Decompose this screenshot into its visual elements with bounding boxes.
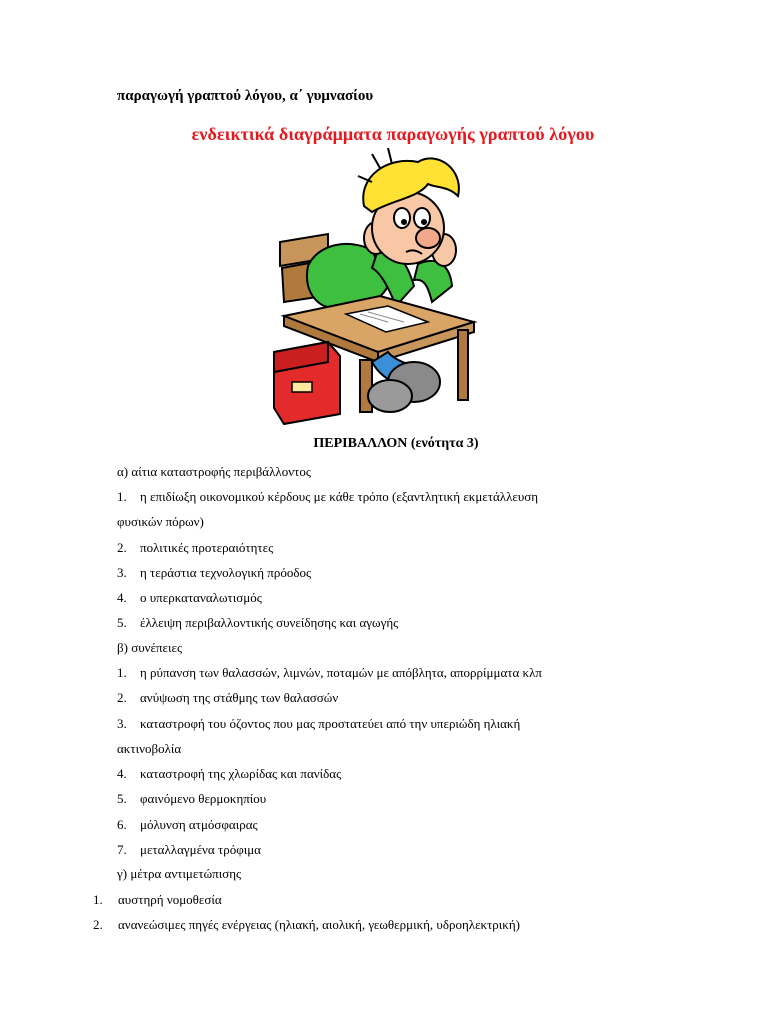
section-a-heading: α) αίτια καταστροφής περιβάλλοντος (117, 464, 311, 479)
list-item (117, 766, 341, 782)
item-text: ο υπερκαταναλωτισμός (140, 590, 262, 605)
item-text: πολιτικές προτεραιότητες (140, 540, 274, 555)
list-item (117, 489, 538, 505)
item-text: η τεράστια τεχνολογική πρόοδος (140, 565, 312, 580)
section-c-heading: γ) μέτρα αντιμετώπισης (117, 866, 242, 881)
item-number: 2. (93, 917, 103, 932)
list-item-continuation: ακτινοβολία (117, 741, 182, 756)
item-number: 6. (117, 817, 127, 832)
list-item (117, 590, 262, 606)
list-item (117, 716, 520, 732)
item-text: η ρύπανση των θαλασσών, λιμνών, ποταμών με απόβλητα, απορρίμματα κλπ (140, 665, 542, 680)
item-number: 4. (117, 766, 127, 781)
item-number: 2. (117, 690, 127, 705)
list-item (117, 540, 273, 556)
list-item (117, 615, 398, 631)
item-number: 7. (117, 842, 127, 857)
item-number: 3. (117, 565, 127, 580)
list-item-continuation: φυσικών πόρων) (117, 514, 204, 529)
item-number: 1. (117, 489, 127, 504)
section-title: ΠΕΡΙΒΑΛΛΟΝ (ενότητα 3) (313, 436, 479, 451)
item-number: 1. (117, 665, 127, 680)
item-text: μεταλλαγμένα τρόφιμα (140, 842, 261, 857)
section-b-heading: β) συνέπειες (117, 640, 183, 655)
item-number: 1. (93, 892, 103, 907)
list-item (117, 690, 338, 706)
list-item (117, 665, 542, 681)
item-number: 5. (117, 615, 127, 630)
list-item (117, 791, 266, 807)
item-text: καταστροφή του όζοντος που μας προστατεύει από την υπεριώδη ηλιακή (140, 716, 521, 731)
item-text: έλλειψη περιβαλλοντικής συνείδησης και αγωγής (140, 615, 399, 630)
item-text: η επιδίωξη οικονομικού κέρδους με κάθε τρόπο (εξαντλητική εκμετάλλευση (140, 489, 539, 504)
list-item (117, 817, 258, 833)
item-text: καταστροφή της χλωρίδας και πανίδας (140, 766, 342, 781)
item-text: αυστηρή νομοθεσία (118, 892, 222, 907)
item-text: ανύψωση της στάθμης των θαλασσών (140, 690, 339, 705)
document-title: ενδεικτικά διαγράμματα παραγωγής γραπτού λόγου (191, 124, 595, 144)
boy-thinking-at-desk-icon (268, 146, 500, 426)
item-number: 3. (117, 716, 127, 731)
item-text: ανανεώσιμες πηγές ενέργειας (ηλιακή, αιολική, γεωθερμική, υδροηλεκτρική) (118, 917, 520, 932)
list-item (93, 917, 520, 933)
list-item (117, 842, 261, 858)
item-text: μόλυνση ατμόσφαιρας (140, 817, 258, 832)
item-number: 2. (117, 540, 127, 555)
list-item (117, 565, 311, 581)
item-number: 4. (117, 590, 127, 605)
list-item (93, 892, 222, 908)
item-number: 5. (117, 791, 127, 806)
document-header: παραγωγή γραπτού λόγου, α΄ γυμνασίου (117, 88, 374, 104)
item-text: φαινόμενο θερμοκηπίου (140, 791, 267, 806)
